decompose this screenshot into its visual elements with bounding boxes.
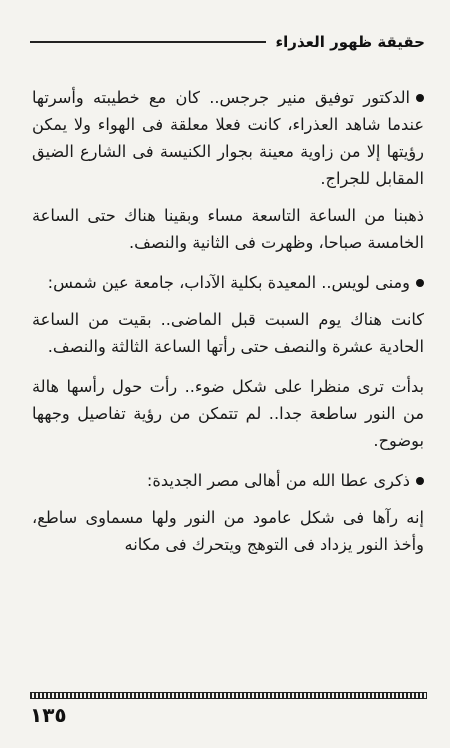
running-header — [30, 30, 425, 54]
paragraph-6-text: ذكرى عطا الله من أهالى مصر الجديدة: — [146, 471, 410, 490]
paragraph-3 — [32, 269, 424, 296]
running-title: حقيقة ظهور العذراء — [275, 33, 425, 51]
bullet-icon — [416, 94, 424, 102]
paragraph-7: إنه رآها فى شكل عامود من النور ولها مسماوى ساطع، وأخذ النور يزداد فى التوهج ويتحرك فى مكانه — [32, 508, 424, 554]
paragraph-3-text: ومنى لويس.. المعيدة بكلية الآداب، جامعة عين شمس: — [47, 273, 410, 292]
paragraph-1 — [32, 84, 424, 192]
header-rule — [30, 41, 266, 43]
paragraph-6 — [32, 467, 424, 494]
footer-rule — [30, 692, 427, 699]
bullet-icon — [416, 279, 424, 287]
page-number: ١٣٥ — [30, 703, 67, 727]
paragraph-5: بدأت ترى منظرا على شكل ضوء.. رأت حول رأسها هالة من النور ساطعة جدا.. لم تتمكن من رؤية تفاصيل وجهها بوضوح. — [32, 377, 424, 450]
bullet-icon — [416, 477, 424, 485]
paragraph-4: كانت هناك يوم السبت قبل الماضى.. بقيت من الساعة الحادية عشرة والنصف حتى رأتها الساعة الثالثة والنصف. — [32, 310, 424, 356]
paragraph-1-text: الدكتور توفيق منير جرجس.. كان مع خطيبته وأسرتها عندما شاهد العذراء، كانت فعلا معلقة فى الهواء ولا يمكن رؤيتها إلا من زاوية معينة بجوار الكنيسة فى الشارع الضيق المقابل للجراج. — [32, 88, 424, 188]
body-text — [32, 84, 424, 571]
paragraph-2: ذهبنا من الساعة التاسعة مساء وبقينا هناك حتى الساعة الخامسة صباحا، وظهرت فى الثانية والنصف. — [32, 206, 424, 252]
